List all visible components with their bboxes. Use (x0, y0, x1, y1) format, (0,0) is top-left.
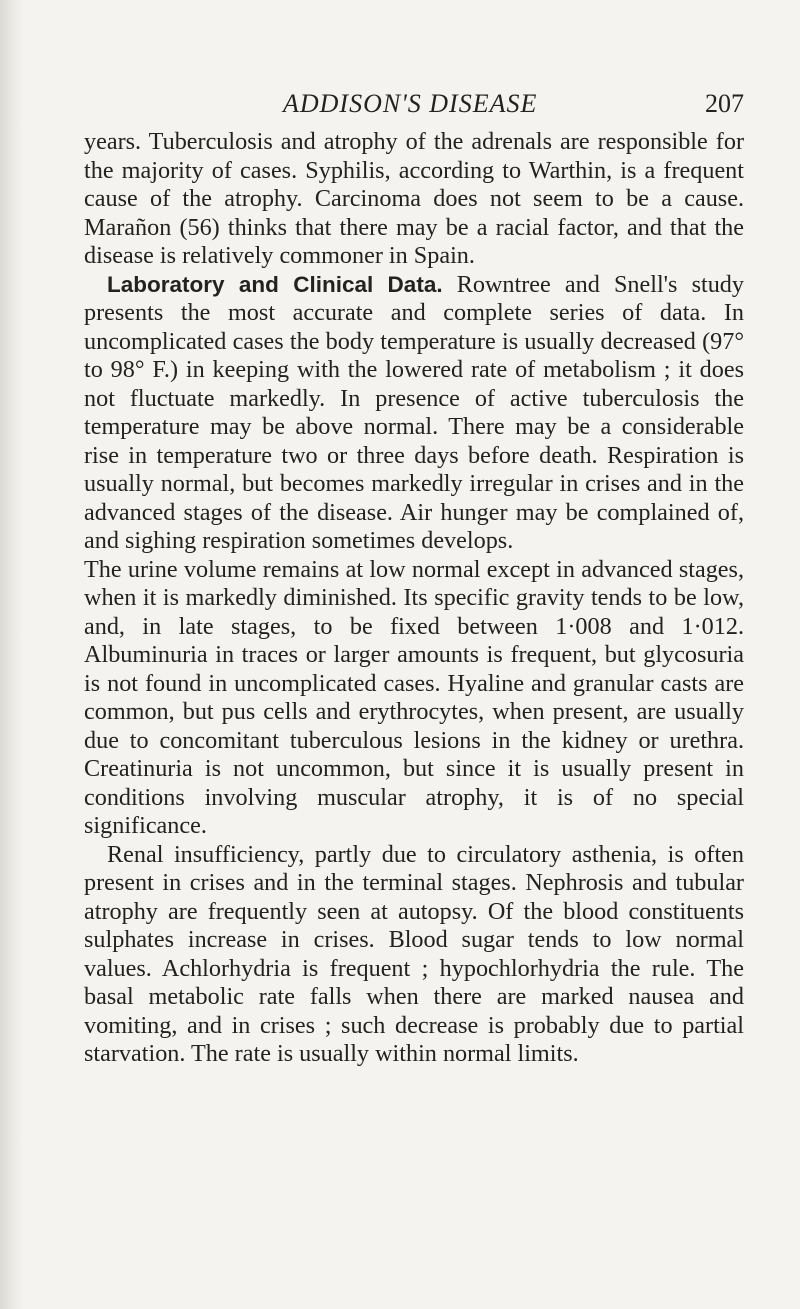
section-heading: Laboratory and Clinical Data. (107, 271, 443, 297)
running-head (84, 87, 744, 121)
body-text (84, 128, 744, 1069)
paragraph-2 (84, 271, 744, 556)
paragraph-3 (84, 556, 744, 841)
paragraph-2-text: Rowntree and Snell's study presents the most accurate and complete series of data. In uncomplicated cases the body temperature is usually decreased (97° to 98° F.) in keeping with the lowered rate of metabolism ; it does not fluctuate markedly. In presence of active tuberculosis the temperature may be above normal. There may be a considerable rise in temperature two or three days before death. Respiration is usually normal, but becomes markedly irregular in crises and in the advanced stages of the disease. Air hunger may be complained of, and sighing respiration sometimes develops. (84, 270, 744, 554)
paragraph-4 (84, 841, 744, 1069)
gutter-shadow (0, 0, 22, 1309)
paragraph-1 (84, 128, 744, 271)
paragraph-1-text: years. Tuberculosis and atrophy of the adrenals are responsible for the majority of cases. Syphilis, according to Warthin, is a frequent cause of the atrophy. Carcinoma does not seem to be a cause. Marañon (56) thinks that there may be a racial factor, and that the disease is relatively commoner in Spain. (84, 128, 744, 269)
paragraph-3-text: The urine volume remains at low normal except in advanced stages, when it is markedly diminished. Its specific gravity tends to be low, and, in late stages, to be fixed between 1·008 and 1·012. Albuminuria in traces or larger amounts is frequent, but glycosuria is not found in uncomplicated cases. Hyaline and granular casts are common, but pus cells and erythrocytes, when present, are usually due to concomitant tuberculous lesions in the kidney or urethra. Creatinuria is not uncommon, but since it is usually present in conditions involving muscular atrophy, it is of no special significance. (84, 555, 744, 839)
page-number: 207 (705, 89, 744, 118)
running-title: ADDISON'S DISEASE (283, 89, 538, 118)
paragraph-4-text: Renal insufficiency, partly due to circulatory asthenia, is often present in crises and in the terminal stages. Nephrosis and tubular atrophy are frequently seen at autopsy. Of the blood constituents sulphates increase in crises. Blood sugar tends to low normal values. Achlorhydria is frequent ; hypochlorhydria the rule. The basal metabolic rate falls when there are marked nausea and vomiting, and in crises ; such decrease is probably due to partial starvation. The rate is usually within normal limits. (84, 840, 744, 1067)
